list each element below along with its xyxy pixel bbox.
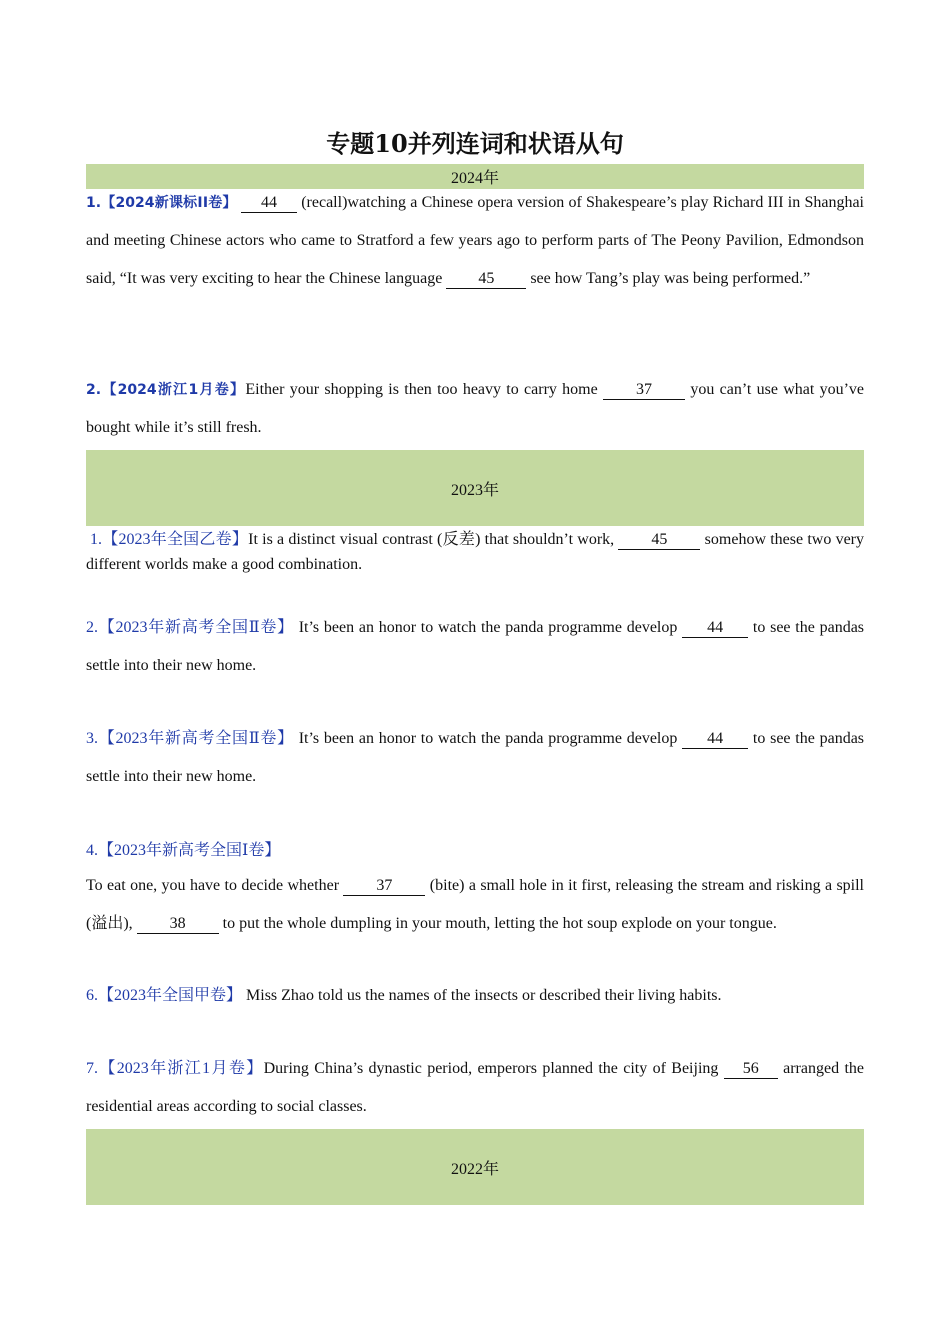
question-2023-4 xyxy=(86,867,864,943)
answer-blank[interactable]: 38 xyxy=(137,915,219,934)
section-year: 2024年 xyxy=(450,170,499,187)
question-text: It is a distinct visual contrast (反差) that shouldn’t work, xyxy=(248,531,615,548)
question-text: Miss Zhao told us the names of the insects or described their living habits. xyxy=(246,987,722,1004)
question-source-tag: 【2023年全国乙卷】 xyxy=(102,531,249,548)
question-source-tag: 【2023年新高考全国Ⅱ卷】 xyxy=(98,730,294,747)
question-number: 2. xyxy=(86,382,102,398)
question-2024-2 xyxy=(86,371,864,447)
answer-blank[interactable]: 56 xyxy=(724,1060,778,1079)
question-2023-6 xyxy=(86,983,864,1008)
question-number: 3. xyxy=(86,730,98,747)
question-number: 6. xyxy=(86,987,98,1004)
question-source-tag: 【2024浙江1月卷】 xyxy=(101,382,246,398)
question-text: It’s been an honor to watch the panda programme develop xyxy=(298,619,678,636)
question-2023-2 xyxy=(86,609,864,685)
section-header-2022 xyxy=(86,1129,864,1205)
answer-blank[interactable]: 44 xyxy=(241,194,297,213)
question-text: It’s been an honor to watch the panda programme develop xyxy=(298,730,678,747)
question-text: (bite) a small hole in it first, releasing the stream and risking a spill (溢出), xyxy=(86,877,864,932)
question-text: to see the pandas settle into their new home. xyxy=(86,730,865,785)
question-2023-4-heading xyxy=(86,838,864,863)
answer-blank[interactable]: 37 xyxy=(603,381,685,400)
answer-blank[interactable]: 45 xyxy=(618,531,700,550)
question-text: to put the whole dumpling in your mouth, letting the hot soup explode on your tongue. xyxy=(222,915,777,932)
question-source-tag: 【2023年浙江1月卷】 xyxy=(98,1060,264,1077)
question-source-tag: 【2023年全国甲卷】 xyxy=(98,987,243,1004)
answer-blank[interactable]: 37 xyxy=(343,877,425,896)
question-text: To eat one, you have to decide whether xyxy=(86,877,340,894)
question-2023-3 xyxy=(86,720,864,796)
question-number: 2. xyxy=(86,619,98,636)
question-text: Either your shopping is then too heavy to carry home xyxy=(245,381,598,398)
question-source-tag: 【2023年新高考全国Ⅰ卷】 xyxy=(98,842,281,859)
question-2024-1 xyxy=(86,184,864,298)
question-number: 7. xyxy=(86,1060,98,1077)
page-title: 专题10并列连词和状语从句 xyxy=(326,129,624,158)
question-text: you can’t use what you’ve bought while it’s still fresh. xyxy=(86,381,865,436)
question-text: During China’s dynastic period, emperors planned the city of Beijing xyxy=(263,1060,719,1077)
question-text: somehow these two very different worlds make a good combination. xyxy=(86,531,865,573)
question-source-tag: 【2023年新高考全国Ⅱ卷】 xyxy=(98,619,294,636)
question-2023-1 xyxy=(86,527,864,577)
question-number: 4. xyxy=(86,842,98,859)
question-text: to see the pandas settle into their new home. xyxy=(86,619,865,674)
answer-blank[interactable]: 45 xyxy=(446,270,526,289)
section-header-2023 xyxy=(86,450,864,526)
question-text: see how Tang’s play was being performed.” xyxy=(530,270,811,287)
section-year: 2023年 xyxy=(450,481,499,499)
answer-blank[interactable]: 44 xyxy=(682,730,748,749)
section-year: 2022年 xyxy=(450,1160,499,1178)
question-number: 1. xyxy=(86,195,102,211)
question-source-tag: 【2024新课标ⅠⅠ卷】 xyxy=(101,195,237,211)
question-text: (recall)watching a Chinese opera version of Shakespeare’s play Richard III in Shanghai and meeting Chinese actors who came to Stratford a few years ago to perform parts of The Peony Pavilion, Edmondson said, “It was very exciting to hear the Chinese language xyxy=(86,194,864,287)
question-number: 1. xyxy=(90,531,102,548)
question-text: arranged the residential areas according to social classes. xyxy=(86,1060,864,1115)
question-2023-7 xyxy=(86,1050,864,1126)
answer-blank[interactable]: 44 xyxy=(682,619,748,638)
